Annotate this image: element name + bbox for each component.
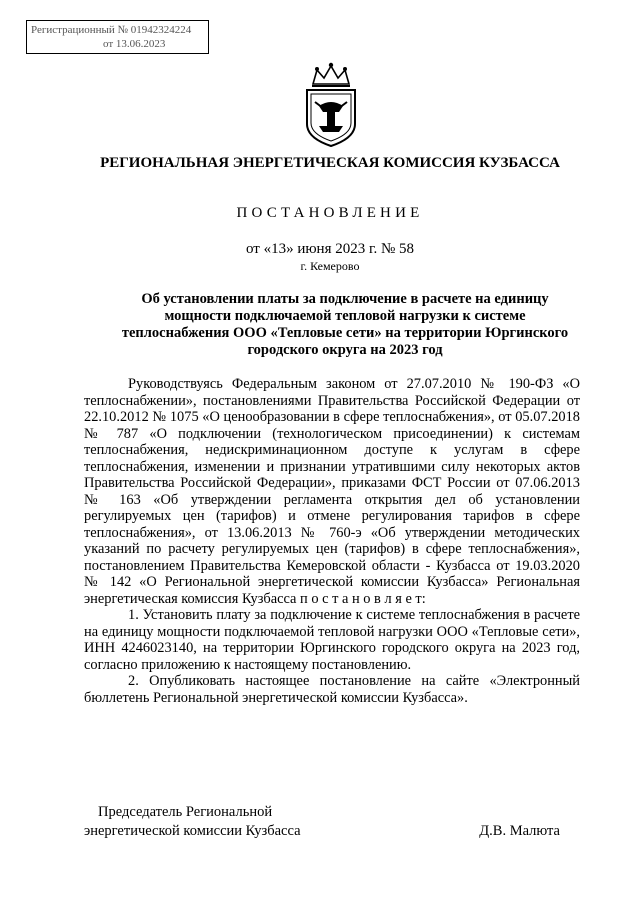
signatory-position (84, 803, 301, 841)
document-city: г. Кемерово (300, 259, 360, 273)
document-title: Об установлении платы за подключение в расчете на единицу мощности подключаемой тепловой нагрузки к системе теплоснабжения ООО «Тепловые сети» на территории Юргинского городского округа на 2023 год (121, 291, 569, 358)
registration-number: Регистрационный № 01942324224 (31, 24, 192, 36)
organization-name: РЕГИОНАЛЬНАЯ ЭНЕРГЕТИЧЕСКАЯ КОМИССИЯ КУЗБАССА (100, 155, 560, 171)
document-type: ПОСТАНОВЛЕНИЕ (236, 205, 424, 221)
kuzbass-coat-of-arms-icon (299, 62, 363, 148)
document-body (84, 376, 580, 706)
document-date-number: от «13» июня 2023 г. № 58 (245, 241, 415, 257)
registration-stamp (26, 20, 209, 54)
resolution-item-2: 2. Опубликовать настоящее постановление на сайте «Электронный бюллетень Региональной энергетической комиссии Кузбасса». (84, 673, 580, 706)
signatory-position-line-2: энергетической комиссии Кузбасса (84, 823, 301, 839)
preamble-paragraph: Руководствуясь Федеральным законом от 27.07.2010 № 190-ФЗ «О теплоснабжении», постановлениями Правительства Российской Федерации от 22.10.2012 № 1075 «О ценообразовании в сфере теплоснабжения», от 05.07.2018 № 787 «О подключении (технологическом присоединении) к системам теплоснабжения, недискриминационном доступе к услугам в сфере теплоснабжения, изменении и признании утратившими силу некоторых актов Правительства Российской Федерации», приказами ФСТ России от 07.06.2013 № 163 «Об утверждении регламента открытия дел об установлении регулируемых цен (тарифов) и отмене регулирования тарифов в сфере теплоснабжения», от 13.06.2013 № 760-э «Об утверждении методических указаний по расчету регулируемых цен (тарифов) в сфере теплоснабжения», постановлением Правительства Кемеровской области - Кузбасса от 19.03.2020 № 142 «О Региональной энергетической комиссии Кузбасса» Региональная энергетическая комиссия Кузбасса п о с т а н о в л я е т: (84, 376, 580, 607)
registration-date: от 13.06.2023 (103, 38, 166, 50)
signatory-name: Д.В. Малюта (479, 823, 560, 839)
resolution-item-1: 1. Установить плату за подключение к системе теплоснабжения в расчете на единицу мощности подключаемой тепловой нагрузки ООО «Тепловые сети», ИНН 4246023140, на территории Юргинского городского округа на 2023 год, согласно приложению к настоящему постановлению. (84, 607, 580, 673)
signatory-position-line-1: Председатель Региональной (98, 804, 273, 820)
